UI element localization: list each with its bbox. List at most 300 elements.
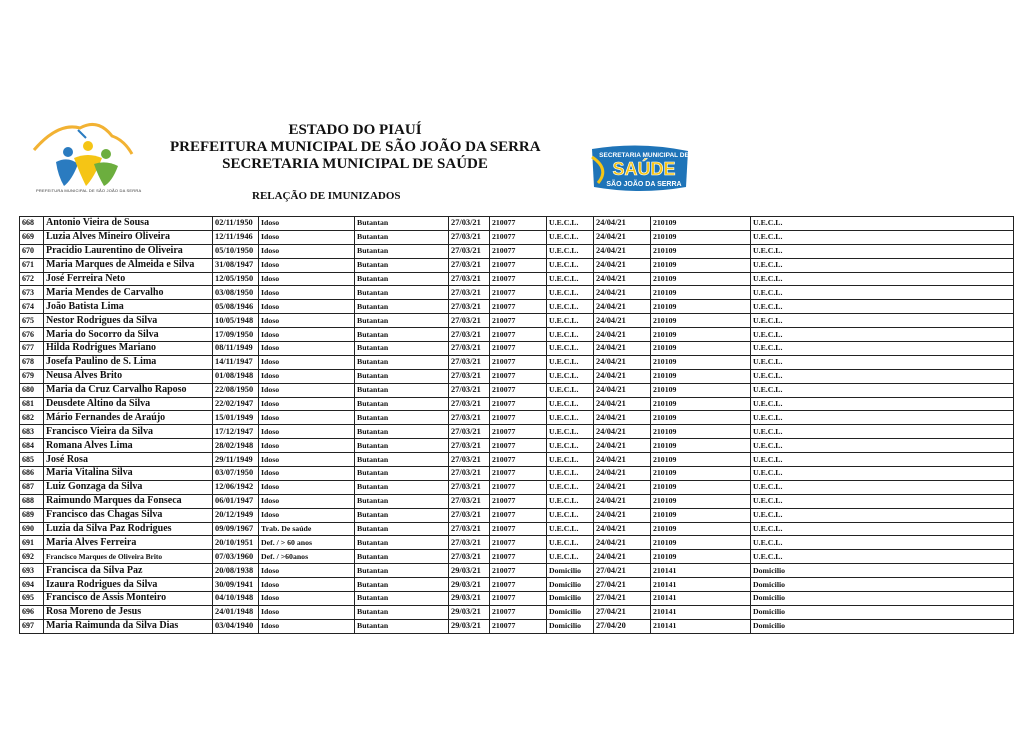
dose1-lot-cell: 210077 (490, 522, 547, 536)
group-cell: Idoso (259, 494, 355, 508)
dose1-place-cell: U.E.C.L. (547, 355, 594, 369)
table-row (20, 550, 1014, 564)
dose1-lot-cell: 210077 (490, 314, 547, 328)
dose1-place-cell: U.E.C.L. (547, 494, 594, 508)
patient-name-cell: Maria Mendes de Carvalho (44, 286, 213, 300)
row-number-cell: 673 (20, 286, 44, 300)
dose2-place-cell: U.E.C.L. (751, 383, 1014, 397)
dose2-place-cell: U.E.C.L. (751, 536, 1014, 550)
vaccine-cell: Butantan (355, 272, 449, 286)
dose1-lot-cell: 210077 (490, 592, 547, 606)
dose1-place-cell: U.E.C.L. (547, 314, 594, 328)
birth-date-cell: 08/11/1949 (213, 342, 259, 356)
dose1-place-cell: U.E.C.L. (547, 439, 594, 453)
vaccine-cell: Butantan (355, 286, 449, 300)
dose1-place-cell: U.E.C.L. (547, 383, 594, 397)
row-number-cell: 693 (20, 564, 44, 578)
row-number-cell: 679 (20, 369, 44, 383)
vaccine-cell: Butantan (355, 453, 449, 467)
dose1-place-cell: U.E.C.L. (547, 522, 594, 536)
table-row (20, 592, 1014, 606)
patient-name-cell: Hilda Rodrigues Mariano (44, 342, 213, 356)
dose1-lot-cell: 210077 (490, 411, 547, 425)
dose2-date-cell: 27/04/21 (594, 578, 651, 592)
dose2-lot-cell: 210141 (651, 619, 751, 633)
table-row (20, 230, 1014, 244)
dose1-date-cell: 27/03/21 (449, 272, 490, 286)
group-cell: Idoso (259, 383, 355, 397)
row-number-cell: 697 (20, 619, 44, 633)
row-number-cell: 694 (20, 578, 44, 592)
patient-name-cell: Francisca da Silva Paz (44, 564, 213, 578)
birth-date-cell: 20/08/1938 (213, 564, 259, 578)
vaccine-cell: Butantan (355, 522, 449, 536)
patient-name-cell: João Batista Lima (44, 300, 213, 314)
group-cell: Idoso (259, 230, 355, 244)
prefeitura-emblem-icon (28, 114, 140, 192)
dose2-lot-cell: 210109 (651, 300, 751, 314)
table-row (20, 383, 1014, 397)
dose2-date-cell: 24/04/21 (594, 508, 651, 522)
row-number-cell: 690 (20, 522, 44, 536)
dose1-lot-cell: 210077 (490, 286, 547, 300)
table-row (20, 342, 1014, 356)
birth-date-cell: 12/05/1950 (213, 272, 259, 286)
header-prefeitura: PREFEITURA MUNICIPAL DE SÃO JOÃO DA SERRA (170, 139, 541, 155)
dose2-place-cell: U.E.C.L. (751, 453, 1014, 467)
birth-date-cell: 12/11/1946 (213, 230, 259, 244)
patient-name-cell: Raimundo Marques da Fonseca (44, 494, 213, 508)
dose1-date-cell: 27/03/21 (449, 397, 490, 411)
dose2-place-cell: U.E.C.L. (751, 508, 1014, 522)
dose2-lot-cell: 210109 (651, 342, 751, 356)
dose2-date-cell: 24/04/21 (594, 522, 651, 536)
table-row (20, 397, 1014, 411)
vaccine-cell: Butantan (355, 439, 449, 453)
patient-name-cell: Maria da Cruz Carvalho Raposo (44, 383, 213, 397)
patient-name-cell: Izaura Rodrigues da Silva (44, 578, 213, 592)
dose2-lot-cell: 210141 (651, 578, 751, 592)
dose1-date-cell: 27/03/21 (449, 230, 490, 244)
vaccine-cell: Butantan (355, 342, 449, 356)
table-row (20, 453, 1014, 467)
row-number-cell: 691 (20, 536, 44, 550)
row-number-cell: 686 (20, 467, 44, 481)
saude-logo-bottom-text: SÃO JOÃO DA SERRA (606, 181, 682, 188)
patient-name-cell: Luzia da Silva Paz Rodrigues (44, 522, 213, 536)
group-cell: Idoso (259, 453, 355, 467)
dose1-date-cell: 27/03/21 (449, 536, 490, 550)
dose2-date-cell: 24/04/21 (594, 258, 651, 272)
dose2-place-cell: U.E.C.L. (751, 397, 1014, 411)
secretaria-saude-logo (590, 143, 690, 195)
dose2-place-cell: U.E.C.L. (751, 522, 1014, 536)
vaccine-cell: Butantan (355, 355, 449, 369)
dose2-date-cell: 24/04/21 (594, 300, 651, 314)
dose1-place-cell: Domicilio (547, 578, 594, 592)
birth-date-cell: 29/11/1949 (213, 453, 259, 467)
dose2-lot-cell: 210109 (651, 467, 751, 481)
dose2-lot-cell: 210109 (651, 272, 751, 286)
table-row (20, 425, 1014, 439)
group-cell: Idoso (259, 467, 355, 481)
birth-date-cell: 07/03/1960 (213, 550, 259, 564)
dose2-lot-cell: 210109 (651, 439, 751, 453)
dose1-place-cell: U.E.C.L. (547, 286, 594, 300)
table-row (20, 411, 1014, 425)
row-number-cell: 680 (20, 383, 44, 397)
dose2-place-cell: U.E.C.L. (751, 272, 1014, 286)
group-cell: Idoso (259, 578, 355, 592)
dose1-place-cell: U.E.C.L. (547, 230, 594, 244)
group-cell: Idoso (259, 342, 355, 356)
table-row (20, 564, 1014, 578)
birth-date-cell: 31/08/1947 (213, 258, 259, 272)
patient-name-cell: Josefa Paulino de S. Lima (44, 355, 213, 369)
patient-name-cell: Luzia Alves Mineiro Oliveira (44, 230, 213, 244)
patient-name-cell: Deusdete Altino da Silva (44, 397, 213, 411)
dose1-date-cell: 29/03/21 (449, 619, 490, 633)
dose2-date-cell: 24/04/21 (594, 480, 651, 494)
dose2-lot-cell: 210109 (651, 328, 751, 342)
dose1-lot-cell: 210077 (490, 480, 547, 494)
birth-date-cell: 05/08/1946 (213, 300, 259, 314)
birth-date-cell: 20/12/1949 (213, 508, 259, 522)
row-number-cell: 689 (20, 508, 44, 522)
dose1-place-cell: Domicilio (547, 592, 594, 606)
row-number-cell: 675 (20, 314, 44, 328)
dose1-date-cell: 29/03/21 (449, 592, 490, 606)
header-secretaria: SECRETARIA MUNICIPAL DE SAÚDE (222, 156, 488, 172)
vaccine-cell: Butantan (355, 258, 449, 272)
table-row (20, 272, 1014, 286)
dose2-place-cell: Domicilio (751, 564, 1014, 578)
birth-date-cell: 05/10/1950 (213, 244, 259, 258)
row-number-cell: 683 (20, 425, 44, 439)
dose1-lot-cell: 210077 (490, 397, 547, 411)
table-row (20, 536, 1014, 550)
row-number-cell: 678 (20, 355, 44, 369)
birth-date-cell: 12/06/1942 (213, 480, 259, 494)
vaccine-cell: Butantan (355, 578, 449, 592)
vaccine-cell: Butantan (355, 230, 449, 244)
patient-name-cell: José Ferreira Neto (44, 272, 213, 286)
dose1-place-cell: U.E.C.L. (547, 425, 594, 439)
table-row (20, 286, 1014, 300)
dose2-place-cell: U.E.C.L. (751, 467, 1014, 481)
dose1-place-cell: U.E.C.L. (547, 342, 594, 356)
dose1-lot-cell: 210077 (490, 467, 547, 481)
dose1-date-cell: 27/03/21 (449, 467, 490, 481)
table-row (20, 480, 1014, 494)
table-row (20, 619, 1014, 633)
dose2-place-cell: U.E.C.L. (751, 355, 1014, 369)
group-cell: Idoso (259, 300, 355, 314)
dose2-date-cell: 24/04/21 (594, 217, 651, 231)
dose1-lot-cell: 210077 (490, 453, 547, 467)
dose1-lot-cell: 210077 (490, 328, 547, 342)
birth-date-cell: 03/08/1950 (213, 286, 259, 300)
dose1-date-cell: 27/03/21 (449, 355, 490, 369)
dose2-lot-cell: 210141 (651, 605, 751, 619)
dose1-date-cell: 27/03/21 (449, 480, 490, 494)
dose1-lot-cell: 210077 (490, 619, 547, 633)
group-cell: Idoso (259, 508, 355, 522)
dose1-place-cell: U.E.C.L. (547, 397, 594, 411)
patient-name-cell: Pracidio Laurentino de Oliveira (44, 244, 213, 258)
vaccine-cell: Butantan (355, 619, 449, 633)
dose2-date-cell: 24/04/21 (594, 272, 651, 286)
dose2-lot-cell: 210109 (651, 453, 751, 467)
table-row (20, 522, 1014, 536)
dose2-place-cell: U.E.C.L. (751, 369, 1014, 383)
group-cell: Def. / > 60 anos (259, 536, 355, 550)
dose1-place-cell: U.E.C.L. (547, 453, 594, 467)
dose1-lot-cell: 210077 (490, 272, 547, 286)
dose2-lot-cell: 210109 (651, 369, 751, 383)
dose2-date-cell: 27/04/20 (594, 619, 651, 633)
dose2-date-cell: 24/04/21 (594, 355, 651, 369)
row-number-cell: 681 (20, 397, 44, 411)
birth-date-cell: 06/01/1947 (213, 494, 259, 508)
dose2-date-cell: 24/04/21 (594, 439, 651, 453)
dose2-date-cell: 24/04/21 (594, 286, 651, 300)
row-number-cell: 669 (20, 230, 44, 244)
saude-logo-top-text: SECRETARIA MUNICIPAL DE (599, 152, 689, 159)
birth-date-cell: 04/10/1948 (213, 592, 259, 606)
dose1-date-cell: 27/03/21 (449, 217, 490, 231)
row-number-cell: 685 (20, 453, 44, 467)
dose1-place-cell: U.E.C.L. (547, 300, 594, 314)
birth-date-cell: 22/08/1950 (213, 383, 259, 397)
vaccine-cell: Butantan (355, 536, 449, 550)
dose2-date-cell: 24/04/21 (594, 328, 651, 342)
vaccine-cell: Butantan (355, 508, 449, 522)
vaccine-cell: Butantan (355, 550, 449, 564)
group-cell: Def. / >60anos (259, 550, 355, 564)
dose1-place-cell: U.E.C.L. (547, 272, 594, 286)
dose2-place-cell: Domicilio (751, 592, 1014, 606)
document-header (170, 122, 540, 173)
dose2-place-cell: U.E.C.L. (751, 411, 1014, 425)
dose1-date-cell: 27/03/21 (449, 522, 490, 536)
row-number-cell: 696 (20, 605, 44, 619)
dose1-date-cell: 29/03/21 (449, 564, 490, 578)
table-row (20, 328, 1014, 342)
group-cell: Idoso (259, 605, 355, 619)
patient-name-cell: Romana Alves Lima (44, 439, 213, 453)
patient-name-cell: Antonio Vieira de Sousa (44, 217, 213, 231)
dose1-date-cell: 27/03/21 (449, 453, 490, 467)
dose2-place-cell: Domicilio (751, 578, 1014, 592)
dose2-lot-cell: 210109 (651, 258, 751, 272)
dose1-lot-cell: 210077 (490, 536, 547, 550)
header-state: ESTADO DO PIAUÍ (288, 122, 422, 138)
dose2-lot-cell: 210109 (651, 397, 751, 411)
dose2-place-cell: Domicilio (751, 605, 1014, 619)
dose1-place-cell: U.E.C.L. (547, 217, 594, 231)
patient-name-cell: Mário Fernandes de Araújo (44, 411, 213, 425)
birth-date-cell: 02/11/1950 (213, 217, 259, 231)
dose1-place-cell: U.E.C.L. (547, 411, 594, 425)
dose2-lot-cell: 210109 (651, 230, 751, 244)
dose1-date-cell: 27/03/21 (449, 328, 490, 342)
dose2-lot-cell: 210109 (651, 244, 751, 258)
dose1-lot-cell: 210077 (490, 342, 547, 356)
dose1-lot-cell: 210077 (490, 439, 547, 453)
row-number-cell: 687 (20, 480, 44, 494)
table-row (20, 300, 1014, 314)
dose1-place-cell: U.E.C.L. (547, 467, 594, 481)
dose2-lot-cell: 210109 (651, 550, 751, 564)
dose2-place-cell: U.E.C.L. (751, 258, 1014, 272)
patient-name-cell: Maria Vitalina Silva (44, 467, 213, 481)
group-cell: Idoso (259, 217, 355, 231)
dose1-lot-cell: 210077 (490, 508, 547, 522)
dose2-place-cell: U.E.C.L. (751, 286, 1014, 300)
saude-logo-icon (590, 143, 690, 195)
row-number-cell: 688 (20, 494, 44, 508)
group-cell: Idoso (259, 314, 355, 328)
dose1-place-cell: U.E.C.L. (547, 536, 594, 550)
birth-date-cell: 03/07/1950 (213, 467, 259, 481)
birth-date-cell: 22/02/1947 (213, 397, 259, 411)
patient-name-cell: Maria Alves Ferreira (44, 536, 213, 550)
table-row (20, 439, 1014, 453)
birth-date-cell: 03/04/1940 (213, 619, 259, 633)
dose2-place-cell: U.E.C.L. (751, 550, 1014, 564)
patient-name-cell: Maria Raimunda da Silva Dias (44, 619, 213, 633)
group-cell: Idoso (259, 411, 355, 425)
vaccine-cell: Butantan (355, 369, 449, 383)
dose2-place-cell: U.E.C.L. (751, 244, 1014, 258)
table-row (20, 467, 1014, 481)
document-subtitle: RELAÇÃO DE IMUNIZADOS (252, 190, 401, 202)
prefeitura-logo-caption: PREFEITURA MUNICIPAL DE SÃO JOÃO DA SERRA (36, 188, 142, 193)
row-number-cell: 672 (20, 272, 44, 286)
dose2-date-cell: 24/04/21 (594, 230, 651, 244)
dose2-lot-cell: 210109 (651, 425, 751, 439)
group-cell: Idoso (259, 439, 355, 453)
patient-name-cell: Neusa Alves Brito (44, 369, 213, 383)
dose1-date-cell: 27/03/21 (449, 425, 490, 439)
dose2-place-cell: U.E.C.L. (751, 342, 1014, 356)
table-row (20, 314, 1014, 328)
vaccine-cell: Butantan (355, 411, 449, 425)
group-cell: Idoso (259, 480, 355, 494)
dose1-place-cell: U.E.C.L. (547, 480, 594, 494)
table-row (20, 578, 1014, 592)
dose2-lot-cell: 210141 (651, 564, 751, 578)
dose1-date-cell: 27/03/21 (449, 383, 490, 397)
saude-logo-main-text: SAÚDE (612, 159, 676, 179)
birth-date-cell: 17/12/1947 (213, 425, 259, 439)
dose1-lot-cell: 210077 (490, 355, 547, 369)
birth-date-cell: 15/01/1949 (213, 411, 259, 425)
patient-name-cell: Maria Marques de Almeida e Silva (44, 258, 213, 272)
dose2-place-cell: U.E.C.L. (751, 230, 1014, 244)
dose2-date-cell: 24/04/21 (594, 467, 651, 481)
row-number-cell: 670 (20, 244, 44, 258)
group-cell: Idoso (259, 258, 355, 272)
patient-name-cell: José Rosa (44, 453, 213, 467)
dose2-date-cell: 24/04/21 (594, 383, 651, 397)
dose1-lot-cell: 210077 (490, 550, 547, 564)
row-number-cell: 677 (20, 342, 44, 356)
group-cell: Idoso (259, 369, 355, 383)
dose2-place-cell: Domicilio (751, 619, 1014, 633)
birth-date-cell: 24/01/1948 (213, 605, 259, 619)
dose1-lot-cell: 210077 (490, 578, 547, 592)
row-number-cell: 668 (20, 217, 44, 231)
birth-date-cell: 01/08/1948 (213, 369, 259, 383)
dose2-date-cell: 24/04/21 (594, 536, 651, 550)
vaccine-cell: Butantan (355, 300, 449, 314)
row-number-cell: 692 (20, 550, 44, 564)
dose1-lot-cell: 210077 (490, 217, 547, 231)
vaccine-cell: Butantan (355, 592, 449, 606)
patient-name-cell: Francisco Marques de Oliveira Brito (44, 550, 213, 564)
vaccine-cell: Butantan (355, 383, 449, 397)
dose2-date-cell: 24/04/21 (594, 411, 651, 425)
dose2-date-cell: 27/04/21 (594, 605, 651, 619)
group-cell: Idoso (259, 425, 355, 439)
dose2-lot-cell: 210109 (651, 411, 751, 425)
dose2-lot-cell: 210141 (651, 592, 751, 606)
dose1-lot-cell: 210077 (490, 494, 547, 508)
birth-date-cell: 30/09/1941 (213, 578, 259, 592)
dose1-lot-cell: 210077 (490, 425, 547, 439)
dose1-date-cell: 27/03/21 (449, 258, 490, 272)
dose1-lot-cell: 210077 (490, 383, 547, 397)
vaccine-cell: Butantan (355, 217, 449, 231)
dose2-place-cell: U.E.C.L. (751, 217, 1014, 231)
group-cell: Idoso (259, 355, 355, 369)
table-body (20, 217, 1014, 634)
row-number-cell: 684 (20, 439, 44, 453)
group-cell: Idoso (259, 397, 355, 411)
vaccine-cell: Butantan (355, 397, 449, 411)
dose1-date-cell: 27/03/21 (449, 286, 490, 300)
vaccine-cell: Butantan (355, 480, 449, 494)
vaccine-cell: Butantan (355, 328, 449, 342)
dose2-lot-cell: 210109 (651, 480, 751, 494)
row-number-cell: 671 (20, 258, 44, 272)
dose2-date-cell: 24/04/21 (594, 453, 651, 467)
vaccine-cell: Butantan (355, 494, 449, 508)
dose2-place-cell: U.E.C.L. (751, 425, 1014, 439)
patient-name-cell: Nestor Rodrigues da Silva (44, 314, 213, 328)
dose1-lot-cell: 210077 (490, 300, 547, 314)
table-row (20, 494, 1014, 508)
dose2-date-cell: 27/04/21 (594, 592, 651, 606)
table-row (20, 369, 1014, 383)
group-cell: Idoso (259, 619, 355, 633)
dose1-place-cell: Domicilio (547, 564, 594, 578)
dose2-date-cell: 24/04/21 (594, 397, 651, 411)
birth-date-cell: 14/11/1947 (213, 355, 259, 369)
vaccine-cell: Butantan (355, 314, 449, 328)
dose1-date-cell: 27/03/21 (449, 342, 490, 356)
dose2-date-cell: 24/04/21 (594, 425, 651, 439)
group-cell: Idoso (259, 286, 355, 300)
dose1-date-cell: 29/03/21 (449, 605, 490, 619)
birth-date-cell: 28/02/1948 (213, 439, 259, 453)
dose2-place-cell: U.E.C.L. (751, 494, 1014, 508)
dose2-place-cell: U.E.C.L. (751, 314, 1014, 328)
dose1-place-cell: U.E.C.L. (547, 258, 594, 272)
dose1-place-cell: Domicilio (547, 605, 594, 619)
